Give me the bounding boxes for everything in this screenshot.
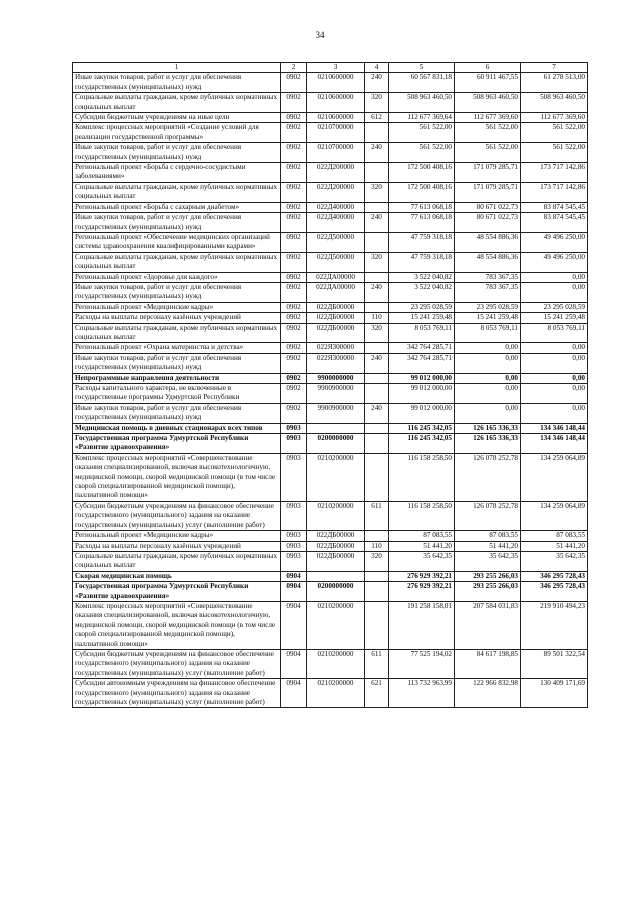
row-name-cell: Комплекс процессных мероприятий «Совершенствование оказания специализированной, включая высокотехнологичную, медицинской помощи, скорой медицинской помощи (в том числе скорой специализированной медицинской помощи), паллиативной помощи» [73,453,281,501]
expense-type-cell [365,453,389,501]
table-row [73,384,588,404]
amount-year3-cell: 134 346 148,44 [521,423,588,433]
amount-year2-cell: 51 441,20 [455,541,521,551]
amount-year2-cell: 0,00 [455,384,521,404]
column-header-2: 2 [281,63,307,73]
amount-year3-cell: 49 496 250,00 [521,232,588,252]
expense-type-cell: 612 [365,113,389,123]
amount-year1-cell: 47 759 318,18 [389,232,455,252]
section-code-cell: 0902 [281,353,307,373]
table-row [73,272,588,282]
header-row [73,63,588,73]
amount-year3-cell: 83 874 545,45 [521,202,588,212]
amount-year3-cell: 61 278 513,00 [521,73,588,93]
section-code-cell: 0903 [281,453,307,501]
expense-type-cell [365,601,389,649]
table-row [73,182,588,202]
amount-year2-cell: 48 554 886,36 [455,252,521,272]
amount-year3-cell: 346 295 728,43 [521,571,588,581]
amount-year2-cell: 84 617 198,85 [455,649,521,678]
target-article-cell: 0200000000 [307,434,365,454]
amount-year3-cell: 23 295 028,59 [521,302,588,312]
amount-year2-cell: 126 165 336,33 [455,423,521,433]
expense-type-cell: 240 [365,213,389,233]
table-row [73,323,588,343]
target-article-cell: 0210700000 [307,123,365,143]
amount-year1-cell: 113 732 963,99 [389,679,455,708]
amount-year3-cell: 89 501 322,54 [521,649,588,678]
table-row [73,93,588,113]
expense-type-cell: 320 [365,323,389,343]
table-row [73,531,588,541]
target-article-cell [307,423,365,433]
amount-year1-cell: 35 642,35 [389,551,455,571]
amount-year3-cell: 561 522,00 [521,143,588,163]
expense-type-cell [365,123,389,143]
amount-year2-cell: 126 078 252,78 [455,501,521,530]
expense-type-cell [365,343,389,353]
target-article-cell: 0210600000 [307,73,365,93]
table-row [73,453,588,501]
amount-year2-cell: 87 083,55 [455,531,521,541]
row-name-cell: Социальные выплаты гражданам, кроме публичных нормативных социальных выплат [73,182,281,202]
section-code-cell: 0902 [281,384,307,404]
amount-year1-cell: 342 764 285,71 [389,343,455,353]
amount-year2-cell: 171 079 285,71 [455,182,521,202]
amount-year1-cell: 116 158 258,50 [389,501,455,530]
row-name-cell: Расходы на выплаты персоналу казённых учреждений [73,541,281,551]
amount-year3-cell: 173 717 142,86 [521,163,588,183]
amount-year3-cell: 0,00 [521,272,588,282]
amount-year1-cell: 116 245 342,05 [389,423,455,433]
amount-year2-cell: 60 911 467,55 [455,73,521,93]
section-code-cell: 0902 [281,73,307,93]
section-code-cell: 0902 [281,232,307,252]
amount-year3-cell: 134 259 064,89 [521,453,588,501]
amount-year2-cell: 293 255 266,03 [455,582,521,602]
row-name-cell: Иные закупки товаров, работ и услуг для обеспечения государственных (муниципальных) нужд [73,213,281,233]
amount-year1-cell: 508 963 460,50 [389,93,455,113]
amount-year1-cell: 276 929 392,21 [389,571,455,581]
amount-year1-cell: 77 525 194,02 [389,649,455,678]
amount-year2-cell: 126 165 336,33 [455,434,521,454]
expense-type-cell [365,571,389,581]
table-row [73,541,588,551]
table-row [73,434,588,454]
section-code-cell: 0902 [281,123,307,143]
row-name-cell: Государственная программа Удмуртской Республики «Развитие здравоохранения» [73,582,281,602]
amount-year1-cell: 191 258 158,01 [389,601,455,649]
amount-year1-cell: 116 158 258,50 [389,453,455,501]
amount-year1-cell: 77 613 068,18 [389,202,455,212]
expense-type-cell [365,531,389,541]
amount-year2-cell: 0,00 [455,353,521,373]
target-article-cell: 022ДБ00000 [307,541,365,551]
row-name-cell: Иные закупки товаров, работ и услуг для обеспечения государственных (муниципальных) нужд [73,73,281,93]
amount-year3-cell: 134 346 148,44 [521,434,588,454]
section-code-cell: 0903 [281,501,307,530]
row-name-cell: Социальные выплаты гражданам, кроме публичных нормативных социальных выплат [73,551,281,571]
target-article-cell [307,571,365,581]
amount-year1-cell: 172 500 408,16 [389,182,455,202]
table-row [73,403,588,423]
target-article-cell: 0210200000 [307,453,365,501]
amount-year2-cell: 80 671 022,73 [455,202,521,212]
amount-year1-cell: 99 012 000,00 [389,384,455,404]
amount-year2-cell: 8 053 769,11 [455,323,521,343]
amount-year3-cell: 51 441,20 [521,541,588,551]
expense-type-cell [365,302,389,312]
amount-year3-cell: 0,00 [521,282,588,302]
table-row [73,649,588,678]
expense-type-cell [365,373,389,383]
amount-year1-cell: 172 500 408,16 [389,163,455,183]
expense-type-cell: 240 [365,143,389,163]
section-code-cell: 0902 [281,282,307,302]
amount-year3-cell: 15 241 259,48 [521,313,588,323]
column-header-7: 7 [521,63,588,73]
amount-year1-cell: 23 295 028,59 [389,302,455,312]
section-code-cell: 0903 [281,434,307,454]
expense-type-cell: 320 [365,551,389,571]
expense-type-cell [365,163,389,183]
target-article-cell: 022ДБ00000 [307,551,365,571]
table-row [73,601,588,649]
amount-year1-cell: 99 012 000,00 [389,403,455,423]
row-name-cell: Иные закупки товаров, работ и услуг для обеспечения государственных (муниципальных) нужд [73,353,281,373]
amount-year2-cell: 561 522,00 [455,123,521,143]
row-name-cell: Иные закупки товаров, работ и услуг для обеспечения государственных (муниципальных) нужд [73,282,281,302]
table-row [73,252,588,272]
amount-year1-cell: 47 759 318,18 [389,252,455,272]
row-name-cell: Скорая медицинская помощь [73,571,281,581]
row-name-cell: Региональный проект «Медицинские кадры» [73,531,281,541]
row-name-cell: Субсидии бюджетным учреждениям на финансовое обеспечение государственного (муниципального) задания на оказание государственных (муниципальных) услуг (выполнение работ) [73,649,281,678]
section-code-cell: 0902 [281,302,307,312]
target-article-cell: 022Д500000 [307,252,365,272]
target-article-cell: 022Я300000 [307,343,365,353]
expense-type-cell: 621 [365,679,389,708]
row-name-cell: Медицинская помощь в дневных стационарах всех типов [73,423,281,433]
amount-year2-cell: 293 255 266,03 [455,571,521,581]
amount-year3-cell: 0,00 [521,403,588,423]
table-row [73,213,588,233]
table-row [73,163,588,183]
row-name-cell: Иные закупки товаров, работ и услуг для обеспечения государственных (муниципальных) нужд [73,143,281,163]
expense-type-cell [365,384,389,404]
amount-year3-cell: 173 717 142,86 [521,182,588,202]
amount-year3-cell: 0,00 [521,384,588,404]
row-name-cell: Региональный проект «Борьба с сердечно-сосудистыми заболеваниями» [73,163,281,183]
table-row [73,353,588,373]
section-code-cell: 0903 [281,531,307,541]
table-row [73,571,588,581]
section-code-cell: 0902 [281,313,307,323]
expense-type-cell: 240 [365,403,389,423]
section-code-cell: 0902 [281,343,307,353]
amount-year2-cell: 35 642,35 [455,551,521,571]
target-article-cell: 022Д200000 [307,163,365,183]
target-article-cell: 022ДБ00000 [307,302,365,312]
target-article-cell: 0210600000 [307,93,365,113]
amount-year3-cell: 87 083,55 [521,531,588,541]
row-name-cell: Субсидии бюджетным учреждениям на финансовое обеспечение государственного (муниципального) задания на оказание государственных (муниципальных) услуг (выполнение работ) [73,501,281,530]
row-name-cell: Региональный проект «Здоровье для каждого» [73,272,281,282]
section-code-cell: 0902 [281,252,307,272]
target-article-cell: 022Д200000 [307,182,365,202]
table-row [73,373,588,383]
row-name-cell: Региональный проект «Борьба с сахарным диабетом» [73,202,281,212]
amount-year3-cell: 508 963 460,50 [521,93,588,113]
amount-year2-cell: 207 584 031,83 [455,601,521,649]
section-code-cell: 0903 [281,551,307,571]
section-code-cell: 0904 [281,571,307,581]
column-header-1: 1 [73,63,281,73]
target-article-cell: 022ДБ00000 [307,323,365,343]
column-header-6: 6 [455,63,521,73]
row-name-cell: Непрограммные направления деятельности [73,373,281,383]
amount-year1-cell: 15 241 259,48 [389,313,455,323]
expense-type-cell: 240 [365,353,389,373]
expense-type-cell: 320 [365,252,389,272]
expense-type-cell [365,232,389,252]
section-code-cell: 0902 [281,403,307,423]
expense-type-cell [365,434,389,454]
section-code-cell: 0902 [281,373,307,383]
amount-year3-cell: 134 259 064,89 [521,501,588,530]
amount-year1-cell: 342 764 285,71 [389,353,455,373]
section-code-cell: 0902 [281,202,307,212]
amount-year2-cell: 48 554 886,36 [455,232,521,252]
table-row [73,582,588,602]
target-article-cell: 022ДБ00000 [307,313,365,323]
table-row [73,302,588,312]
target-article-cell: 0210600000 [307,113,365,123]
amount-year3-cell: 35 642,35 [521,551,588,571]
amount-year3-cell: 0,00 [521,343,588,353]
amount-year2-cell: 783 367,35 [455,272,521,282]
row-name-cell: Иные закупки товаров, работ и услуг для обеспечения государственных (муниципальных) нужд [73,403,281,423]
amount-year1-cell: 3 522 040,82 [389,272,455,282]
table-row [73,551,588,571]
row-name-cell: Субсидии бюджетным учреждениям на иные цели [73,113,281,123]
table-row [73,501,588,530]
section-code-cell: 0902 [281,182,307,202]
target-article-cell: 0210200000 [307,679,365,708]
amount-year3-cell: 561 522,00 [521,123,588,143]
target-article-cell: 022ДА00000 [307,282,365,302]
table-header [73,63,588,73]
row-name-cell: Расходы на выплаты персоналу казённых учреждений [73,313,281,323]
section-code-cell: 0902 [281,323,307,343]
section-code-cell: 0902 [281,93,307,113]
section-code-cell: 0904 [281,649,307,678]
target-article-cell: 022Д400000 [307,202,365,212]
section-code-cell: 0904 [281,601,307,649]
target-article-cell: 9900900000 [307,384,365,404]
row-name-cell: Субсидии автономным учреждениям на финансовое обеспечение государственного (муниципального) задания на оказание государственных (муниципальных) услуг (выполнение работ) [73,679,281,708]
expense-type-cell: 611 [365,649,389,678]
section-code-cell: 0902 [281,163,307,183]
amount-year1-cell: 116 245 342,05 [389,434,455,454]
expense-type-cell: 320 [365,182,389,202]
table-body [73,73,588,708]
amount-year2-cell: 122 966 832,98 [455,679,521,708]
amount-year2-cell: 508 963 460,50 [455,93,521,113]
expense-type-cell [365,202,389,212]
expense-type-cell [365,423,389,433]
amount-year1-cell: 8 053 769,11 [389,323,455,343]
amount-year1-cell: 51 441,20 [389,541,455,551]
amount-year2-cell: 0,00 [455,373,521,383]
amount-year1-cell: 87 083,55 [389,531,455,541]
amount-year1-cell: 77 613 068,18 [389,213,455,233]
section-code-cell: 0902 [281,213,307,233]
target-article-cell: 0210200000 [307,601,365,649]
amount-year2-cell: 80 671 022,73 [455,213,521,233]
table-row [73,113,588,123]
expense-type-cell [365,582,389,602]
amount-year1-cell: 112 677 369,64 [389,113,455,123]
row-name-cell: Расходы капитального характера, не включенные в государственные программы Удмуртской Республики [73,384,281,404]
row-name-cell: Социальные выплаты гражданам, кроме публичных нормативных социальных выплат [73,252,281,272]
amount-year3-cell: 112 677 369,60 [521,113,588,123]
expense-type-cell: 110 [365,313,389,323]
expense-type-cell: 110 [365,541,389,551]
row-name-cell: Комплекс процессных мероприятий «Совершенствование оказания специализированной, включая высокотехнологичную, медицинской помощи, скорой медицинской помощи (в том числе скорой специализированной медицинской помощи), паллиативной помощи» [73,601,281,649]
column-header-4: 4 [365,63,389,73]
target-article-cell: 022ДБ00000 [307,531,365,541]
section-code-cell: 0902 [281,113,307,123]
amount-year2-cell: 783 367,35 [455,282,521,302]
table-row [73,232,588,252]
row-name-cell: Комплекс процессных мероприятий «Создание условий для реализации государственной программы» [73,123,281,143]
table-row [73,423,588,433]
amount-year1-cell: 276 929 392,21 [389,582,455,602]
table-row [73,123,588,143]
target-article-cell: 0200000000 [307,582,365,602]
amount-year3-cell: 8 053 769,11 [521,323,588,343]
budget-table [72,62,588,708]
section-code-cell: 0902 [281,143,307,163]
expense-type-cell: 320 [365,93,389,113]
amount-year3-cell: 219 910 494,23 [521,601,588,649]
column-header-3: 3 [307,63,365,73]
section-code-cell: 0904 [281,582,307,602]
amount-year2-cell: 15 241 259,48 [455,313,521,323]
amount-year2-cell: 0,00 [455,403,521,423]
row-name-cell: Региональный проект «Охрана материнства и детства» [73,343,281,353]
column-header-5: 5 [389,63,455,73]
expense-type-cell: 611 [365,501,389,530]
target-article-cell: 0210700000 [307,143,365,163]
section-code-cell: 0904 [281,679,307,708]
page-number: 34 [315,30,325,40]
amount-year3-cell: 83 874 545,45 [521,213,588,233]
amount-year1-cell: 3 522 040,82 [389,282,455,302]
target-article-cell: 0210200000 [307,501,365,530]
target-article-cell: 022ДА00000 [307,272,365,282]
amount-year2-cell: 171 079 285,71 [455,163,521,183]
target-article-cell: 022Д500000 [307,232,365,252]
amount-year3-cell: 0,00 [521,353,588,373]
amount-year1-cell: 99 012 000,00 [389,373,455,383]
expense-type-cell: 240 [365,282,389,302]
amount-year3-cell: 346 295 728,43 [521,582,588,602]
table-row [73,202,588,212]
amount-year3-cell: 49 496 250,00 [521,252,588,272]
table-row [73,679,588,708]
expense-type-cell [365,272,389,282]
table-row [73,313,588,323]
amount-year1-cell: 561 522,00 [389,143,455,163]
table-row [73,73,588,93]
target-article-cell: 0210200000 [307,649,365,678]
table-row [73,143,588,163]
amount-year2-cell: 561 522,00 [455,143,521,163]
amount-year2-cell: 0,00 [455,343,521,353]
row-name-cell: Государственная программа Удмуртской Республики «Развитие здравоохранения» [73,434,281,454]
amount-year3-cell: 130 409 171,69 [521,679,588,708]
expense-type-cell: 240 [365,73,389,93]
table-row [73,343,588,353]
row-name-cell: Региональный проект «Обеспечение медицинских организаций системы здравоохранения квалифицированными кадрами» [73,232,281,252]
amount-year1-cell: 561 522,00 [389,123,455,143]
section-code-cell: 0903 [281,423,307,433]
row-name-cell: Социальные выплаты гражданам, кроме публичных нормативных социальных выплат [73,323,281,343]
row-name-cell: Социальные выплаты гражданам, кроме публичных нормативных социальных выплат [73,93,281,113]
target-article-cell: 022Я300000 [307,353,365,373]
target-article-cell: 022Д400000 [307,213,365,233]
amount-year2-cell: 23 295 028,59 [455,302,521,312]
amount-year1-cell: 60 567 831,18 [389,73,455,93]
target-article-cell: 9900900000 [307,403,365,423]
row-name-cell: Региональный проект «Медицинские кадры» [73,302,281,312]
section-code-cell: 0902 [281,272,307,282]
amount-year3-cell: 0,00 [521,373,588,383]
amount-year2-cell: 126 078 252,78 [455,453,521,501]
amount-year2-cell: 112 677 369,60 [455,113,521,123]
section-code-cell: 0903 [281,541,307,551]
target-article-cell: 9900000000 [307,373,365,383]
table-row [73,282,588,302]
